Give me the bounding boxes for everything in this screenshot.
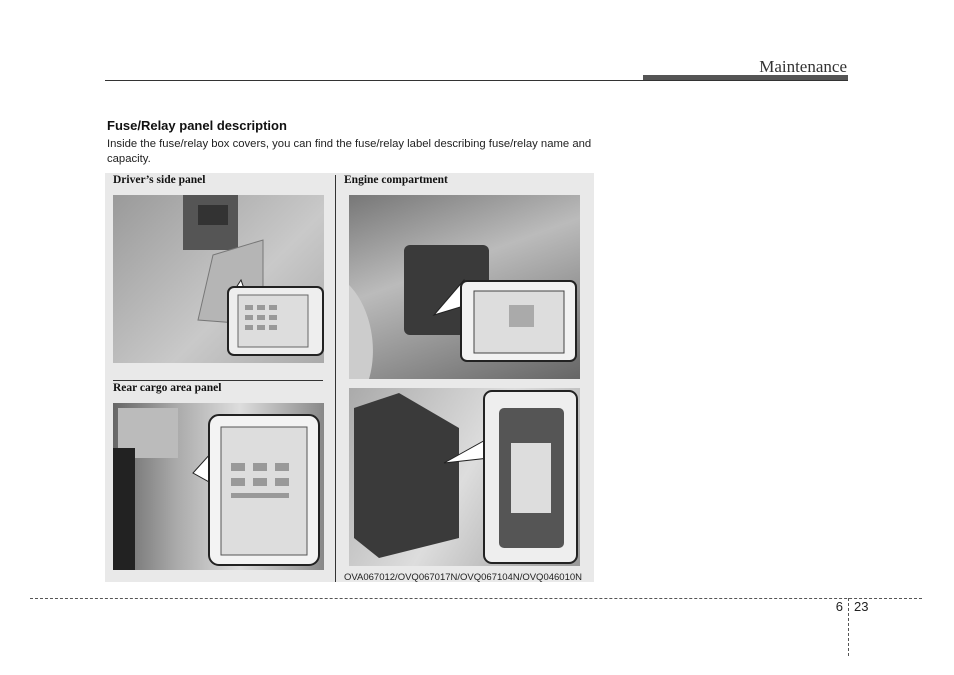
photo-rear-cargo-panel (113, 403, 324, 570)
chapter-number: 6 (835, 599, 843, 614)
label-rear-cargo: Rear cargo area panel (113, 382, 222, 394)
photo-drivers-side-panel (113, 195, 324, 363)
photo-engine-fuse-box (349, 388, 580, 566)
header-rule (105, 80, 848, 81)
footer-rule (30, 598, 922, 599)
figure-divider (335, 175, 336, 582)
body-text: Inside the fuse/relay box covers, you can find the fuse/relay label describing fuse/relay name and capacity. (107, 138, 592, 165)
label-engine: Engine compartment (344, 174, 448, 186)
label-drivers-side: Driver’s side panel (113, 174, 206, 186)
page-number: 23 (854, 599, 869, 614)
figure-separator (113, 380, 323, 381)
photo-engine-compartment (349, 195, 580, 379)
footer-divider (848, 598, 849, 656)
section-title: Maintenance (759, 57, 847, 76)
figure-caption: OVA067012/OVQ067017N/OVQ067104N/OVQ046010N (344, 572, 583, 583)
heading: Fuse/Relay panel description (107, 118, 287, 133)
